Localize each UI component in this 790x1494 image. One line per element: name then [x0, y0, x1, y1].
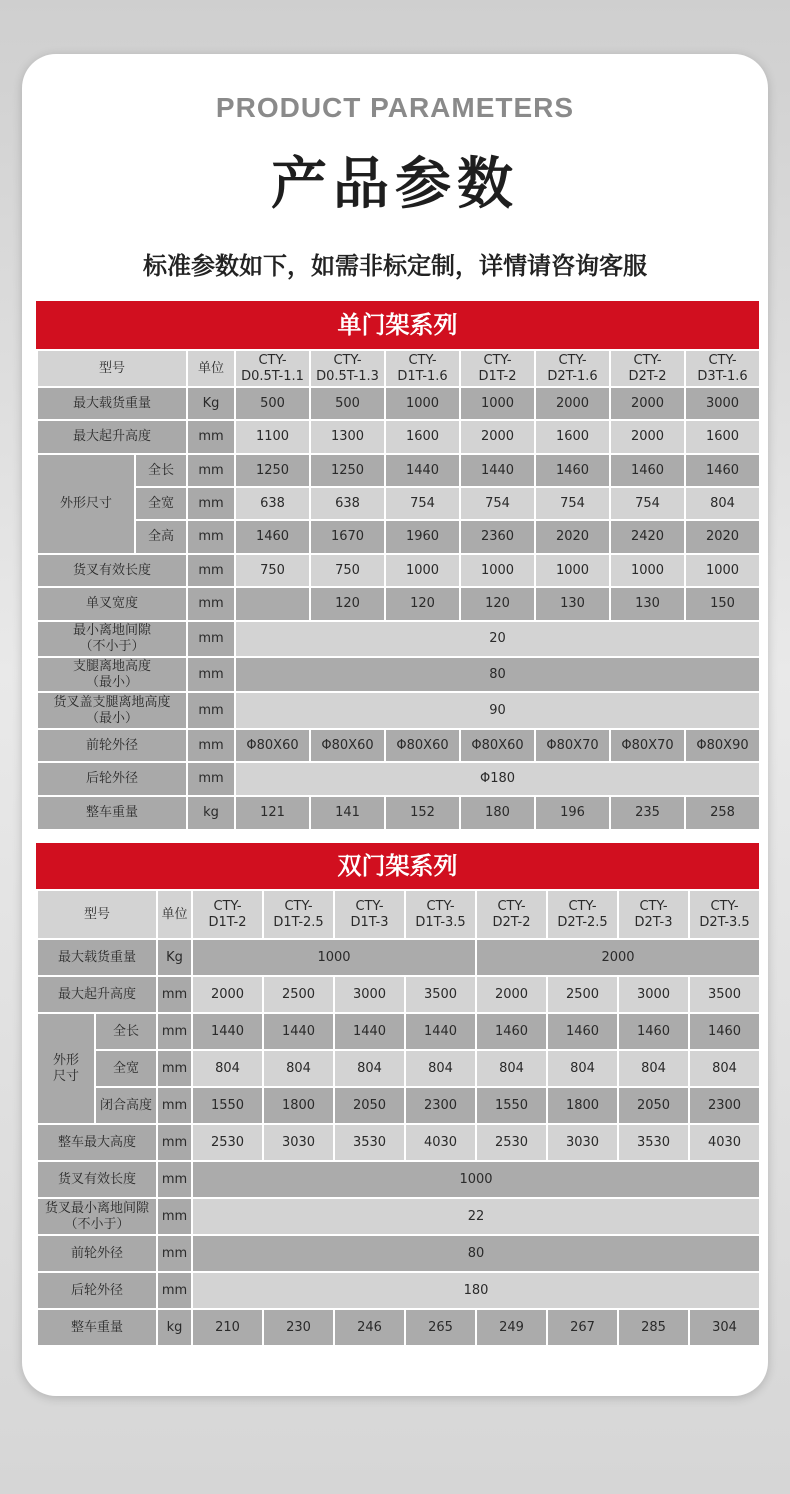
- value-cell: 2000: [610, 420, 685, 454]
- table-row-length: [37, 1013, 760, 1050]
- value-cell: 120: [310, 587, 385, 621]
- value-cell: 1250: [235, 454, 310, 487]
- value-cell: 2530: [476, 1124, 547, 1161]
- row-label: 整车重量: [37, 796, 187, 830]
- row-label: 支腿离地高度 （最小）: [37, 657, 187, 692]
- value-cell: 1000: [460, 387, 535, 420]
- value-cell: 258: [685, 796, 760, 830]
- value-cell: 1460: [476, 1013, 547, 1050]
- row-label: 后轮外径: [37, 1272, 157, 1309]
- value-cell: 1440: [405, 1013, 476, 1050]
- value-cell: 1460: [689, 1013, 760, 1050]
- header-unit: 单位: [187, 350, 235, 387]
- value-cell: 1440: [334, 1013, 405, 1050]
- row-label: 货叉有效长度: [37, 554, 187, 587]
- row-unit: mm: [187, 692, 235, 729]
- table-row-leg-height: [37, 657, 760, 692]
- value-cell: 265: [405, 1309, 476, 1346]
- table-row-model: [37, 890, 760, 939]
- header-unit: 单位: [157, 890, 192, 939]
- table-row-front-wheel: [37, 729, 760, 762]
- row-label: 货叉最小离地间隙 （不小于）: [37, 1198, 157, 1235]
- value-cell: 1800: [547, 1087, 618, 1124]
- row-unit: mm: [187, 762, 235, 796]
- table-row-clearance: [37, 1198, 760, 1235]
- row-label: 最大载货重量: [37, 387, 187, 420]
- value-cell: 3000: [618, 976, 689, 1013]
- value-cell: 804: [618, 1050, 689, 1087]
- value-cell: 1000: [192, 1161, 760, 1198]
- value-cell: 1000: [385, 554, 460, 587]
- dimension-group-label: 外形 尺寸: [37, 1013, 95, 1124]
- value-cell: [235, 587, 310, 621]
- model-cell: CTY- D1T-2.5: [263, 890, 334, 939]
- value-cell: 20: [235, 621, 760, 657]
- value-cell: 267: [547, 1309, 618, 1346]
- value-cell: 1000: [535, 554, 610, 587]
- table-row-rear-wheel: [37, 1272, 760, 1309]
- value-cell: 121: [235, 796, 310, 830]
- value-cell: 1440: [263, 1013, 334, 1050]
- row-unit: mm: [187, 420, 235, 454]
- model-cell: CTY- D2T-3: [618, 890, 689, 939]
- value-cell: 1000: [385, 387, 460, 420]
- value-cell: 2020: [535, 520, 610, 554]
- value-cell: 2360: [460, 520, 535, 554]
- value-cell: 804: [263, 1050, 334, 1087]
- row-label: 最大起升高度: [37, 420, 187, 454]
- table-row-load: [37, 387, 760, 420]
- row-unit: Kg: [157, 939, 192, 976]
- row-unit: mm: [187, 520, 235, 554]
- value-cell: 1550: [476, 1087, 547, 1124]
- header-model: 型号: [37, 890, 157, 939]
- row-label: 货叉有效长度: [37, 1161, 157, 1198]
- table-row-fork-width: [37, 587, 760, 621]
- value-cell: 754: [460, 487, 535, 520]
- value-cell: 1100: [235, 420, 310, 454]
- row-label: 全宽: [135, 487, 187, 520]
- value-cell: 3500: [689, 976, 760, 1013]
- value-cell: Φ180: [235, 762, 760, 796]
- table-row-fork-cover: [37, 692, 760, 729]
- row-unit: mm: [157, 1272, 192, 1309]
- value-cell: 2420: [610, 520, 685, 554]
- value-cell: 3530: [618, 1124, 689, 1161]
- model-cell: CTY- D2T-2: [476, 890, 547, 939]
- table-row-closed-height: [37, 1087, 760, 1124]
- table-row-weight: [37, 1309, 760, 1346]
- row-unit: mm: [187, 554, 235, 587]
- row-label: 前轮外径: [37, 729, 187, 762]
- value-cell: 1300: [310, 420, 385, 454]
- value-cell: 1600: [685, 420, 760, 454]
- table-row-model: [37, 350, 760, 387]
- single-series-banner: 单门架系列: [36, 301, 759, 349]
- row-unit: mm: [157, 1235, 192, 1272]
- table-row-rear-wheel: [37, 762, 760, 796]
- value-cell: Φ80X60: [460, 729, 535, 762]
- value-cell: 3030: [547, 1124, 618, 1161]
- value-cell: 130: [535, 587, 610, 621]
- value-cell: 3000: [685, 387, 760, 420]
- value-cell: 4030: [405, 1124, 476, 1161]
- row-unit: mm: [187, 729, 235, 762]
- value-cell: 120: [460, 587, 535, 621]
- value-cell: 3030: [263, 1124, 334, 1161]
- row-label: 闭合高度: [95, 1087, 157, 1124]
- value-cell: Φ80X70: [610, 729, 685, 762]
- value-cell: 1460: [535, 454, 610, 487]
- value-cell: 754: [610, 487, 685, 520]
- value-cell: Φ80X60: [310, 729, 385, 762]
- value-cell: 754: [535, 487, 610, 520]
- value-cell: 500: [235, 387, 310, 420]
- value-cell: 285: [618, 1309, 689, 1346]
- row-unit: kg: [157, 1309, 192, 1346]
- table-row-width: [37, 1050, 760, 1087]
- table-row-lift: [37, 420, 760, 454]
- row-unit: mm: [157, 1050, 192, 1087]
- row-unit: mm: [187, 454, 235, 487]
- subtitle: 标准参数如下，如需非标定制，详情请咨询客服: [143, 252, 647, 280]
- value-cell: 804: [689, 1050, 760, 1087]
- value-cell: 1800: [263, 1087, 334, 1124]
- value-cell: 2000: [476, 939, 760, 976]
- table-row-fork-length: [37, 1161, 760, 1198]
- value-cell: 638: [310, 487, 385, 520]
- value-cell: 1960: [385, 520, 460, 554]
- row-label: 全宽: [95, 1050, 157, 1087]
- row-unit: mm: [187, 621, 235, 657]
- model-cell: CTY- D0.5T-1.3: [310, 350, 385, 387]
- row-label: 后轮外径: [37, 762, 187, 796]
- value-cell: 1440: [192, 1013, 263, 1050]
- value-cell: 120: [385, 587, 460, 621]
- table-row-length: [37, 454, 760, 487]
- row-label: 最小离地间隙 （不小于）: [37, 621, 187, 657]
- value-cell: 2000: [192, 976, 263, 1013]
- double-series-table: [36, 889, 761, 1347]
- value-cell: 152: [385, 796, 460, 830]
- value-cell: 304: [689, 1309, 760, 1346]
- value-cell: 1460: [685, 454, 760, 487]
- value-cell: 1000: [610, 554, 685, 587]
- table-row-clearance: [37, 621, 760, 657]
- value-cell: 1460: [610, 454, 685, 487]
- dimension-group-label: 外形尺寸: [37, 454, 135, 554]
- value-cell: 2300: [405, 1087, 476, 1124]
- model-cell: CTY- D3T-1.6: [685, 350, 760, 387]
- value-cell: 2500: [263, 976, 334, 1013]
- value-cell: 2000: [535, 387, 610, 420]
- model-cell: CTY- D1T-1.6: [385, 350, 460, 387]
- value-cell: 754: [385, 487, 460, 520]
- value-cell: 3500: [405, 976, 476, 1013]
- value-cell: 4030: [689, 1124, 760, 1161]
- row-label: 全长: [135, 454, 187, 487]
- value-cell: 3530: [334, 1124, 405, 1161]
- value-cell: Φ80X90: [685, 729, 760, 762]
- row-label: 单叉宽度: [37, 587, 187, 621]
- single-series-table: [36, 349, 761, 831]
- value-cell: 804: [685, 487, 760, 520]
- row-unit: mm: [187, 587, 235, 621]
- row-unit: mm: [157, 1087, 192, 1124]
- model-cell: CTY- D2T-3.5: [689, 890, 760, 939]
- row-label: 全高: [135, 520, 187, 554]
- row-unit: kg: [187, 796, 235, 830]
- value-cell: 141: [310, 796, 385, 830]
- value-cell: 196: [535, 796, 610, 830]
- value-cell: 1460: [235, 520, 310, 554]
- value-cell: 249: [476, 1309, 547, 1346]
- value-cell: 1550: [192, 1087, 263, 1124]
- value-cell: 150: [685, 587, 760, 621]
- row-unit: mm: [157, 1124, 192, 1161]
- model-cell: CTY- D1T-3.5: [405, 890, 476, 939]
- value-cell: 804: [405, 1050, 476, 1087]
- value-cell: 22: [192, 1198, 760, 1235]
- value-cell: 3000: [334, 976, 405, 1013]
- value-cell: 80: [192, 1235, 760, 1272]
- value-cell: 2300: [689, 1087, 760, 1124]
- header-model: 型号: [37, 350, 187, 387]
- value-cell: 2000: [476, 976, 547, 1013]
- value-cell: Φ80X70: [535, 729, 610, 762]
- value-cell: 750: [235, 554, 310, 587]
- row-label: 货叉盖支腿离地高度 （最小）: [37, 692, 187, 729]
- table-row-max-height: [37, 1124, 760, 1161]
- row-unit: mm: [187, 657, 235, 692]
- row-unit: mm: [157, 1198, 192, 1235]
- value-cell: 235: [610, 796, 685, 830]
- value-cell: 1000: [460, 554, 535, 587]
- row-label: 整车最大高度: [37, 1124, 157, 1161]
- value-cell: 1440: [385, 454, 460, 487]
- table-row-load: [37, 939, 760, 976]
- model-cell: CTY- D2T-2.5: [547, 890, 618, 939]
- model-cell: CTY- D1T-2: [192, 890, 263, 939]
- value-cell: 804: [476, 1050, 547, 1087]
- value-cell: 2000: [610, 387, 685, 420]
- value-cell: 1600: [535, 420, 610, 454]
- value-cell: 750: [310, 554, 385, 587]
- value-cell: 1000: [685, 554, 760, 587]
- row-label: 前轮外径: [37, 1235, 157, 1272]
- value-cell: 2050: [334, 1087, 405, 1124]
- table-row-fork-length: [37, 554, 760, 587]
- value-cell: 1000: [192, 939, 476, 976]
- value-cell: 90: [235, 692, 760, 729]
- row-label: 整车重量: [37, 1309, 157, 1346]
- table-row-front-wheel: [37, 1235, 760, 1272]
- row-label: 全长: [95, 1013, 157, 1050]
- value-cell: 804: [334, 1050, 405, 1087]
- model-cell: CTY- D2T-2: [610, 350, 685, 387]
- row-label: 最大载货重量: [37, 939, 157, 976]
- value-cell: 638: [235, 487, 310, 520]
- table-row-width: [37, 487, 760, 520]
- model-cell: CTY- D0.5T-1.1: [235, 350, 310, 387]
- row-label: 最大起升高度: [37, 976, 157, 1013]
- value-cell: 210: [192, 1309, 263, 1346]
- value-cell: 2020: [685, 520, 760, 554]
- value-cell: 2530: [192, 1124, 263, 1161]
- value-cell: 1460: [618, 1013, 689, 1050]
- value-cell: 180: [460, 796, 535, 830]
- value-cell: 130: [610, 587, 685, 621]
- table-row-height: [37, 520, 760, 554]
- model-cell: CTY- D2T-1.6: [535, 350, 610, 387]
- value-cell: 1600: [385, 420, 460, 454]
- value-cell: 804: [547, 1050, 618, 1087]
- english-title: PRODUCT PARAMETERS: [215, 92, 575, 123]
- value-cell: 500: [310, 387, 385, 420]
- value-cell: 1460: [547, 1013, 618, 1050]
- table-row-lift: [37, 976, 760, 1013]
- value-cell: 2500: [547, 976, 618, 1013]
- value-cell: 246: [334, 1309, 405, 1346]
- value-cell: 804: [192, 1050, 263, 1087]
- value-cell: 1670: [310, 520, 385, 554]
- value-cell: 230: [263, 1309, 334, 1346]
- double-series-banner: 双门架系列: [36, 843, 759, 889]
- value-cell: 2050: [618, 1087, 689, 1124]
- page-title: 产品参数: [271, 152, 519, 217]
- value-cell: 80: [235, 657, 760, 692]
- model-cell: CTY- D1T-3: [334, 890, 405, 939]
- row-unit: mm: [187, 487, 235, 520]
- table-row-weight: [37, 796, 760, 830]
- model-cell: CTY- D1T-2: [460, 350, 535, 387]
- value-cell: 1250: [310, 454, 385, 487]
- value-cell: 180: [192, 1272, 760, 1309]
- value-cell: 2000: [460, 420, 535, 454]
- row-unit: mm: [157, 1013, 192, 1050]
- value-cell: Φ80X60: [235, 729, 310, 762]
- row-unit: Kg: [187, 387, 235, 420]
- value-cell: Φ80X60: [385, 729, 460, 762]
- row-unit: mm: [157, 976, 192, 1013]
- row-unit: mm: [157, 1161, 192, 1198]
- value-cell: 1440: [460, 454, 535, 487]
